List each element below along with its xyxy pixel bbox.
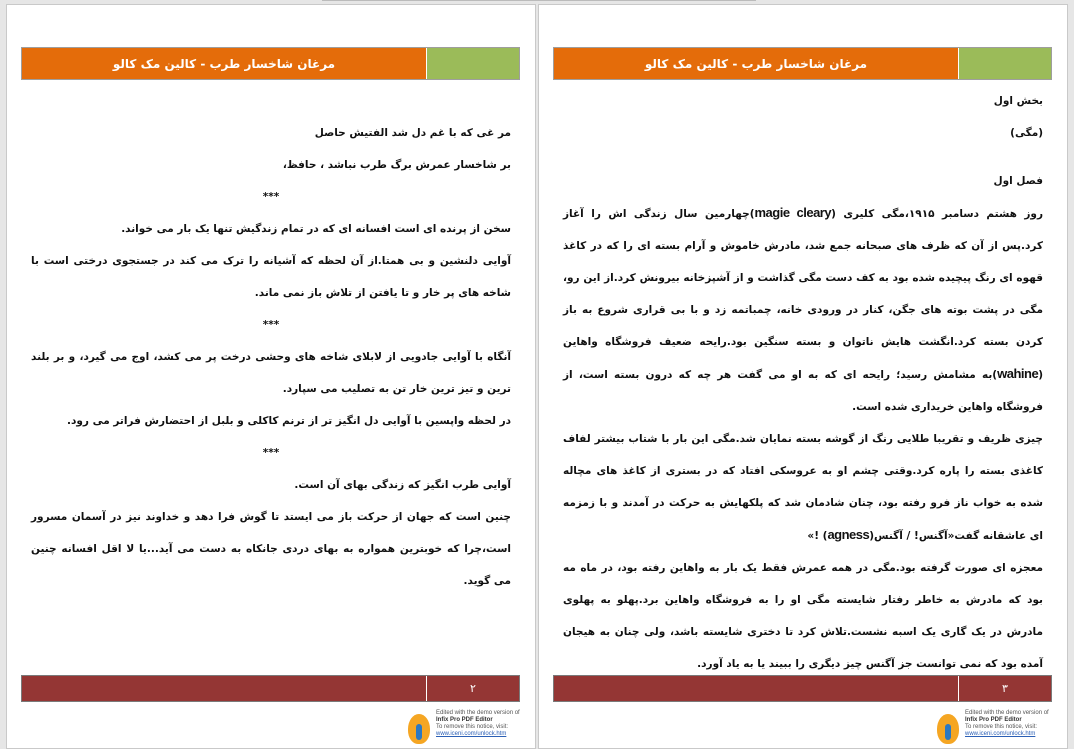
latin-name: magie cleary [754,205,832,220]
section-subtitle: (مگی) [1010,127,1043,139]
separator: *** [262,447,280,459]
header-accent [427,48,519,79]
latin-name: wahine [997,366,1039,381]
latin-name: agness [827,527,870,542]
paragraph: آنگاه با آوایی جادویی از لابلای شاخه های وحشی درخت پر می کشد، اوج می گیرد، و بر بلند ترین و تیز ترین خار تن به تصلیب می سپارد. [31,351,511,395]
page-body [31,117,511,597]
paragraph-1: روز هشتم دسامبر ۱۹۱۵،مگی کلیری (magie cleary)چهارمین سال زندگی اش را آغاز کرد.پس از آن که ظرف های صبحانه جمع شد، مادرش خاموش و آرام بسته ای را که در کاغذ قهوه ای رنگ پیچیده شده بود به کف دست مگی گذاشت و از آشپزخانه بیرونش کرد.از این رو، مگی در پشت بوته های جگن، کنار در ورودی خانه، چمباتمه زد و با بی قراری شروع به باز کردن بسته کرد.انگشت هایش ناتوان و بسته سنگین بود.رایحه ضعیف فروشگاه واهاین (wahine)به مشامش رسید؛ رایحه ای که به او می گفت هر چه که درون بسته است، از فروشگاه واهاین خریداری شده است. [563,205,1044,413]
document-page-3[interactable] [538,4,1068,749]
header-title: مرغان شاخسار طرب - کالین مک کالو [554,48,959,79]
page-footer [553,675,1052,702]
document-page-2[interactable] [6,4,536,749]
watermark-brand: Infix Pro PDF Editor [965,717,1022,723]
paragraph: چنین است که جهان از حرکت باز می ایستد تا گوش فرا دهد و خداوند نیز در آسمان مسرور است،چرا که خوبترین همواره به بهای دردی جانکاه به دست می آید...یا لا اقل افسانه چنین می گوید. [31,511,511,587]
page-number: ۳ [959,676,1051,701]
paragraph-3: معجزه ای صورت گرفته بود.مگی در همه عمرش فقط یک بار به واهاین رفته بود، در ماه مه بود که مادرش به خاطر رفتار شایسته مگی او را به فروشگاه واهاین برد.پهلو به پهلوی مادرش در یک گاری یک اسبه نشست.تلاش کرد تا دختری شایسته باشد، ولی چنان به هیجان آمده بود که نمی توانست جز آگنس چیز دیگری را ببیند یا به یاد آورد. [563,562,1043,670]
poem-line-2: بر شاخسار عمرش برگ طرب نباشد ، حافظ، [282,159,511,171]
page-footer [21,675,520,702]
demo-watermark [408,710,536,749]
watermark-link[interactable]: www.iceni.com/unlock.htm [965,731,1036,737]
paragraph-2: چیزی ظریف و تقریبا طلایی رنگ از گوشه بسته نمایان شد.مگی این بار با شتاب بیشتر لفاف کاغذی بسته را پاره کرد.وقتی چشم او به عروسکی افتاد که در بستری از کاغذ های مچاله شده به خواب ناز فرو رفته بود، چنان شادمان شد که پلکهایش به حرکت در آمدند و با زمزمه ای عاشقانه گفت«آگنس! / آگنس(agness) !» [563,433,1043,542]
separator: *** [262,191,280,203]
footer-bar [22,676,427,701]
paragraph: آوایی طرب انگیز که زندگی بهای آن است. [294,479,511,491]
footer-bar [554,676,959,701]
page-header [21,47,520,80]
separator: *** [262,319,280,331]
header-title: مرغان شاخسار طرب - کالین مک کالو [22,48,427,79]
viewer-top-edge [322,0,756,1]
demo-watermark [937,710,1067,749]
page-number: ۲ [427,676,519,701]
watermark-line-3: To remove this notice, visit: [965,724,1038,730]
watermark-line-1: Edited with the demo version of [965,710,1049,716]
paragraph: در لحظه واپسین با آوایی دل انگیز تر از ترنم کاکلی و بلبل از احتضارش فراتر می رود. [66,415,511,427]
infix-logo-icon [408,710,432,744]
page-body [563,85,1043,680]
watermark-link[interactable]: www.iceni.com/unlock.htm [436,731,507,737]
section-title: بخش اول [993,95,1043,107]
paragraph: آوایی دلنشین و بی همتا.از آن لحظه که آشیانه را ترک می کند در جستجوی درختی است با شاخه های پر خار و تا یافتن از تلاش باز نمی ماند. [31,255,511,299]
poem-line-1: مر غی که با غم دل شد الفتیش حاصل [314,127,511,139]
page-header [553,47,1052,80]
header-accent [959,48,1051,79]
paragraph: سخن از پرنده ای است افسانه ای که در تمام زندگیش تنها یک بار می خواند. [121,223,511,235]
watermark-line-1: Edited with the demo version of [436,710,520,716]
watermark-brand: Infix Pro PDF Editor [436,717,493,723]
watermark-line-3: To remove this notice, visit: [436,724,509,730]
chapter-title: فصل اول [993,175,1043,187]
infix-logo-icon [937,710,961,744]
